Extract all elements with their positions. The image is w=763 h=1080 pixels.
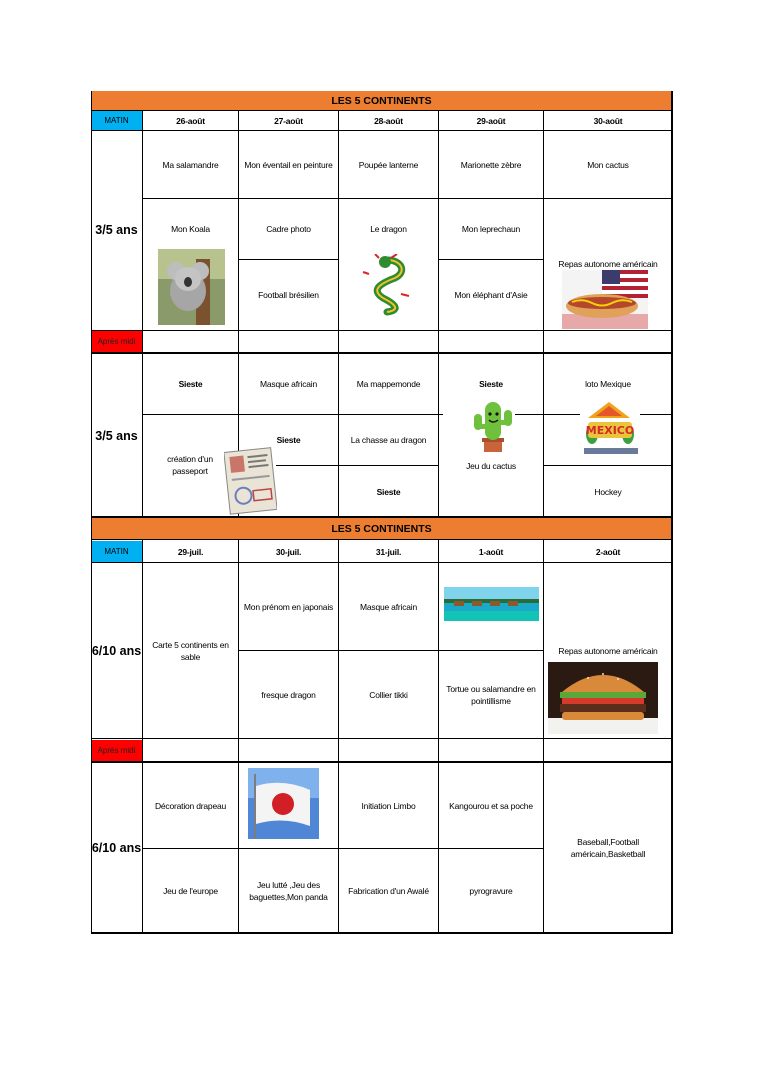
activity-cell: Jeu de l'europe xyxy=(163,886,218,896)
activity-cell: pyrogravure xyxy=(469,886,513,896)
section-1-title: LES 5 CONTINENTS xyxy=(91,91,672,110)
matin-label: MATIN xyxy=(91,541,142,562)
activity-cell: Baseball,Football américain,Basketball xyxy=(570,837,646,859)
activity-cell: Sieste xyxy=(276,435,301,445)
mexico-logo xyxy=(578,396,640,458)
activity-cell: Hockey xyxy=(594,486,622,497)
koala-photo xyxy=(158,249,225,325)
date-header: 28-août xyxy=(374,115,403,126)
activity-cell: Masque africain xyxy=(259,379,317,389)
activity-cell: Sieste xyxy=(376,486,401,497)
activity-cell: Cadre photo xyxy=(266,224,311,234)
activity-cell: Jeu lutté ,Jeu des baguettes,Mon panda xyxy=(249,880,328,902)
activity-cell: Tortue ou salamandre en pointillisme xyxy=(446,683,536,706)
date-header: 30-août xyxy=(593,115,623,126)
apres-midi-label: Après midi xyxy=(91,740,142,761)
dragon-drawing xyxy=(357,254,415,316)
activity-cell: Le dragon xyxy=(370,224,407,234)
activity-cell: Collier tikki xyxy=(369,689,408,700)
hotdog-photo xyxy=(562,270,648,329)
activity-cell: Sieste xyxy=(178,379,203,389)
activity-cell: Mon Koala xyxy=(171,224,210,234)
cactus-cartoon xyxy=(472,396,514,454)
tropical-island-photo xyxy=(444,587,539,621)
date-header: 29-juil. xyxy=(177,546,204,557)
section-2-title: LES 5 CONTINENTS xyxy=(91,518,672,539)
activity-cell: Jeu du cactus xyxy=(466,461,516,471)
date-header: 27-août xyxy=(274,115,303,126)
activity-cell: Mon prénom en japonais xyxy=(243,601,334,612)
date-header: 2-août xyxy=(595,546,621,557)
apres-midi-label: Après midi xyxy=(91,331,142,352)
age-group-label: 3/5 ans xyxy=(95,223,138,237)
activity-cell: Mon leprechaun xyxy=(461,224,521,234)
activity-cell: Football brésilien xyxy=(258,290,319,300)
date-header: 26-août xyxy=(176,115,205,126)
passport-image xyxy=(224,447,277,515)
activity-cell: Fabrication d'un Awalé xyxy=(348,886,429,896)
svg-text:MEXICO: MEXICO xyxy=(585,424,635,437)
matin-label: MATIN xyxy=(91,111,142,130)
date-header: 30-juil. xyxy=(275,546,302,557)
activity-cell: Repas autonome américain xyxy=(558,646,658,656)
age-group-label: 3/5 ans xyxy=(95,428,138,443)
activity-cell: Masque africain xyxy=(359,601,417,612)
activity-cell: Poupée lanterne xyxy=(358,159,419,170)
age-group-label: 6/10 ans xyxy=(91,643,142,658)
activity-cell: Décoration drapeau xyxy=(154,800,227,811)
age-group-label: 6/10 ans xyxy=(91,841,142,855)
activity-cell: loto Mexique xyxy=(585,379,631,389)
activity-cell: Mon cactus xyxy=(587,159,629,170)
activity-cell: Repas autonome américain xyxy=(558,259,658,269)
date-header: 1-août xyxy=(478,546,504,557)
activity-cell: Ma mappemonde xyxy=(356,379,421,389)
date-header: 31-juil. xyxy=(375,546,402,557)
activity-cell: Marionette zèbre xyxy=(460,159,522,170)
activity-cell: Carte 5 continents en sable xyxy=(152,639,229,662)
activity-cell: Initiation Limbo xyxy=(361,800,416,811)
activity-cell: La chasse au dragon xyxy=(350,435,427,445)
activity-cell: Mon éventail en peinture xyxy=(244,159,333,170)
activity-cell: Sieste xyxy=(479,379,503,389)
activity-cell: fresque dragon xyxy=(261,689,316,700)
burger-photo xyxy=(548,662,658,734)
date-header: 29-août xyxy=(476,115,506,126)
activity-cell: Ma salamandre xyxy=(162,159,219,170)
activity-cell: création d'un passeport xyxy=(167,454,213,476)
activity-cell: Mon éléphant d'Asie xyxy=(454,290,528,300)
japan-flag-photo xyxy=(248,768,319,839)
activity-cell: Kangourou et sa poche xyxy=(449,800,533,811)
